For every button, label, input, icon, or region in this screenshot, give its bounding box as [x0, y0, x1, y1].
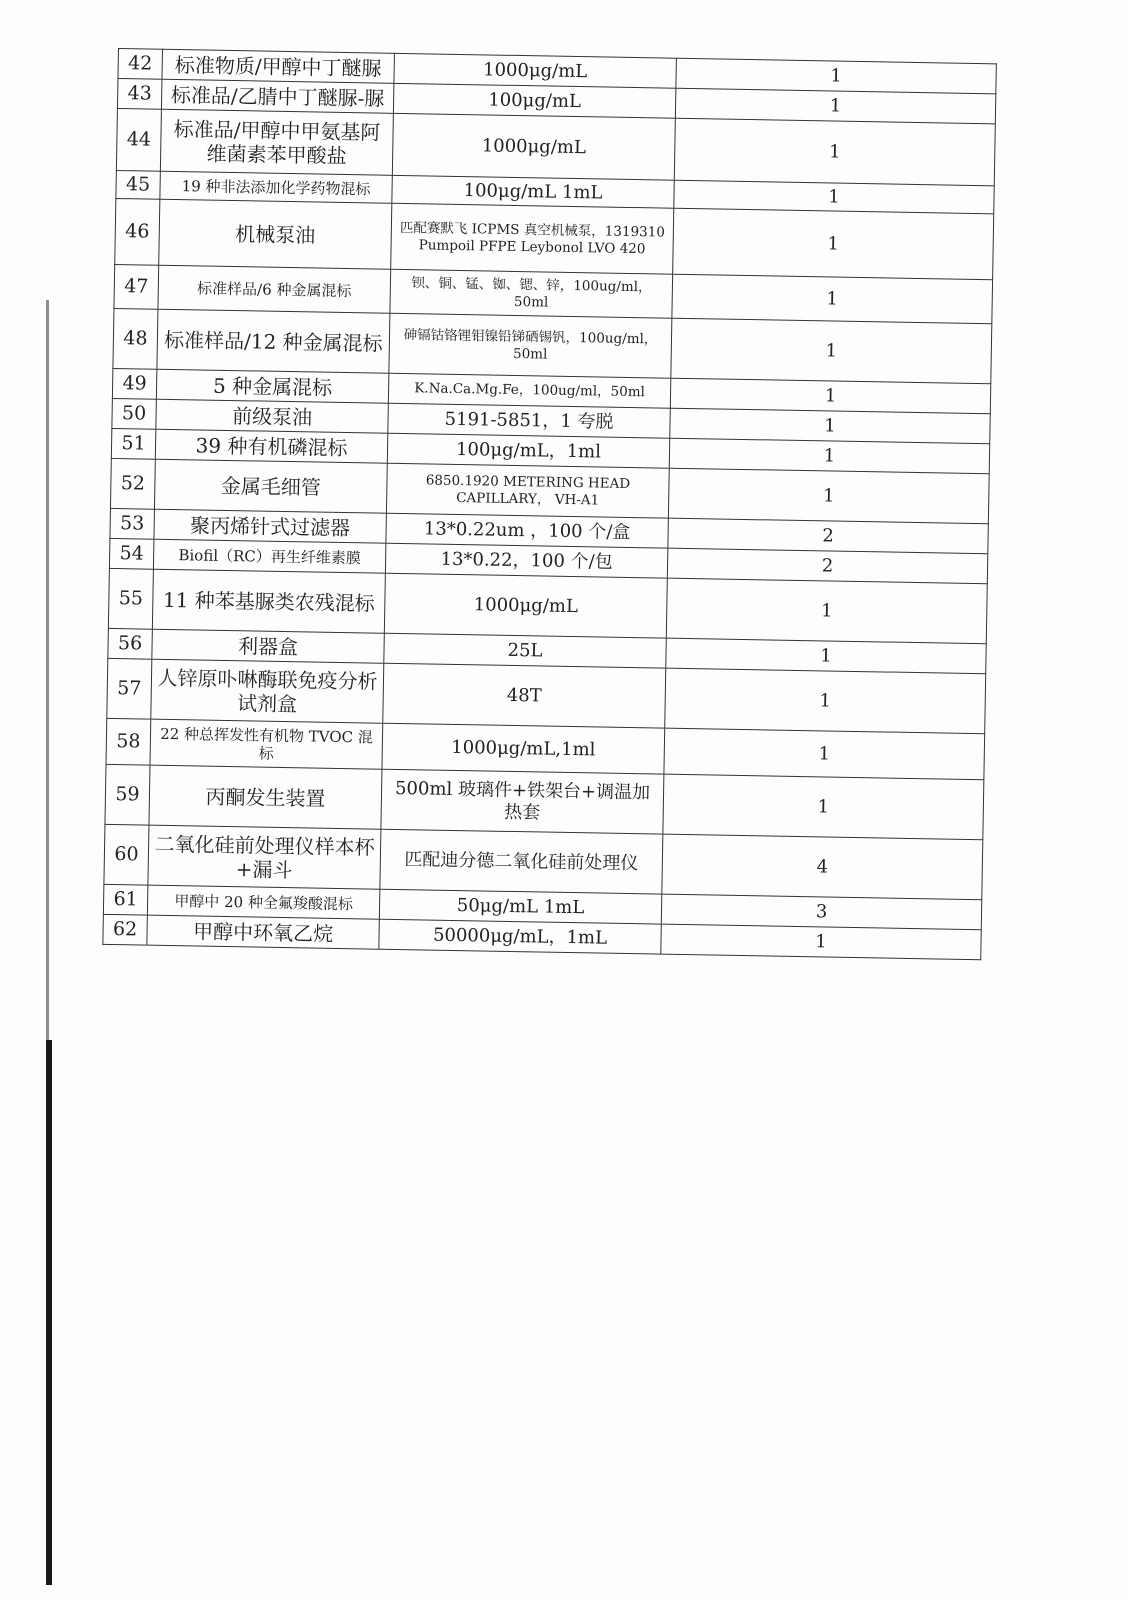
item-spec: 1000μg/mL	[392, 113, 675, 180]
item-table-wrapper	[102, 48, 996, 960]
item-name: 39 种有机磷混标	[155, 429, 387, 463]
item-spec: 13*0.22，100 个/包	[385, 543, 667, 578]
item-quantity: 1	[674, 180, 994, 214]
row-number: 50	[112, 398, 157, 429]
row-number: 55	[108, 568, 153, 629]
row-number: 42	[118, 49, 163, 80]
item-spec: 25L	[384, 633, 666, 668]
item-spec: K.Na.Ca.Mg.Fe，100ug/ml，50ml	[388, 373, 670, 408]
item-spec: 匹配迪分德二氧化硅前处理仪	[380, 829, 663, 894]
item-name: 标准品/乙腈中丁醚脲-脲	[161, 79, 393, 113]
item-quantity: 1	[675, 88, 995, 124]
item-spec: 100μg/mL，1ml	[387, 433, 669, 468]
item-quantity: 1	[670, 378, 990, 414]
item-name: 11 种苯基脲类农残混标	[152, 569, 385, 633]
item-name: 标准样品/6 种金属混标	[158, 265, 391, 313]
row-number: 48	[113, 308, 158, 369]
row-number: 46	[115, 198, 160, 265]
item-name: 标准物质/甲醇中丁醚脲	[162, 49, 394, 83]
row-number: 54	[109, 538, 154, 569]
item-spec: 1000μg/mL	[384, 573, 667, 638]
row-number: 47	[114, 264, 159, 309]
item-spec: 50μg/mL 1mL	[379, 889, 661, 924]
item-name: 丙酮发生装置	[149, 765, 382, 829]
item-spec: 500ml 玻璃件+铁架台+调温加热套	[381, 769, 664, 834]
item-name: Biofil（RC）再生纤维素膜	[153, 539, 385, 573]
item-quantity: 1	[673, 208, 994, 280]
item-spec: 5191-5851，1 夸脱	[388, 403, 670, 438]
item-quantity: 2	[667, 548, 987, 584]
item-quantity: 1	[669, 438, 989, 474]
row-number: 52	[110, 458, 155, 509]
scan-edge-shadow	[46, 300, 49, 1040]
item-quantity: 1	[666, 578, 987, 644]
item-quantity: 4	[662, 834, 983, 900]
item-quantity: 1	[671, 318, 992, 384]
item-name: 人锌原卟啉酶联免疫分析试剂盒	[151, 659, 384, 723]
row-number: 53	[110, 508, 155, 539]
item-spec: 48T	[383, 663, 666, 728]
item-quantity: 1	[674, 118, 995, 186]
row-number: 58	[106, 718, 151, 765]
item-spec: 匹配赛默飞 ICPMS 真空机械泵，1319310 Pumpoil PFPE Leybonol LVO 420	[391, 203, 674, 274]
item-name: 甲醇中环氧乙烷	[147, 915, 379, 949]
item-spec: 100μg/mL	[393, 83, 675, 118]
item-quantity: 1	[665, 668, 986, 734]
item-name: 前级泵油	[156, 399, 388, 433]
item-spec: 砷镉钴铬锂钼镍铅锑硒锡钒，100ug/ml，50ml	[389, 313, 672, 378]
item-name: 聚丙烯针式过滤器	[154, 509, 386, 543]
row-number: 60	[104, 824, 149, 885]
item-quantity: 1	[664, 728, 985, 780]
item-name: 机械泵油	[159, 199, 392, 269]
row-number: 45	[116, 170, 160, 199]
item-spec: 50000μg/mL，1mL	[379, 919, 661, 954]
item-quantity: 1	[666, 638, 986, 674]
item-spec: 1000μg/mL,1ml	[382, 723, 665, 774]
row-number: 51	[111, 428, 156, 459]
item-name: 二氧化硅前处理仪样本杯+漏斗	[148, 825, 381, 889]
item-quantity: 1	[670, 408, 990, 444]
item-quantity: 1	[661, 924, 981, 960]
item-table	[102, 48, 997, 960]
item-name: 标准样品/12 种金属混标	[157, 309, 390, 373]
item-name: 标准品/甲醇中甲氨基阿维菌素苯甲酸盐	[160, 109, 393, 175]
item-spec: 6850.1920 METERING HEAD CAPILLARY， VH-A1	[386, 463, 669, 518]
item-quantity: 3	[661, 894, 981, 930]
item-spec: 钡、铜、锰、铷、锶、锌，100ug/ml，50ml	[390, 269, 673, 318]
item-spec: 1000μg/mL	[394, 53, 676, 88]
item-quantity: 1	[676, 58, 996, 94]
row-number: 61	[103, 884, 148, 915]
item-quantity: 1	[663, 774, 984, 840]
item-name: 19 种非法添加化学药物混标	[160, 171, 392, 203]
row-number: 62	[103, 914, 148, 945]
scan-edge-shadow	[46, 1040, 52, 1585]
row-number: 56	[108, 628, 153, 659]
item-quantity: 1	[672, 274, 993, 324]
item-quantity: 1	[668, 468, 989, 524]
item-name: 金属毛细管	[154, 459, 387, 513]
item-name: 利器盒	[152, 629, 384, 663]
item-name: 5 种金属混标	[156, 369, 388, 403]
item-name: 22 种总挥发性有机物 TVOC 混标	[150, 719, 383, 769]
item-quantity: 2	[668, 518, 988, 554]
row-number: 43	[117, 79, 162, 110]
row-number: 44	[116, 108, 161, 171]
item-name: 甲醇中 20 种全氟羧酸混标	[147, 885, 379, 919]
row-number: 49	[112, 368, 157, 399]
row-number: 59	[105, 764, 150, 825]
item-spec: 13*0.22um ，100 个/盒	[386, 513, 668, 548]
item-spec: 100μg/mL 1mL	[392, 175, 674, 208]
row-number: 57	[107, 658, 152, 719]
